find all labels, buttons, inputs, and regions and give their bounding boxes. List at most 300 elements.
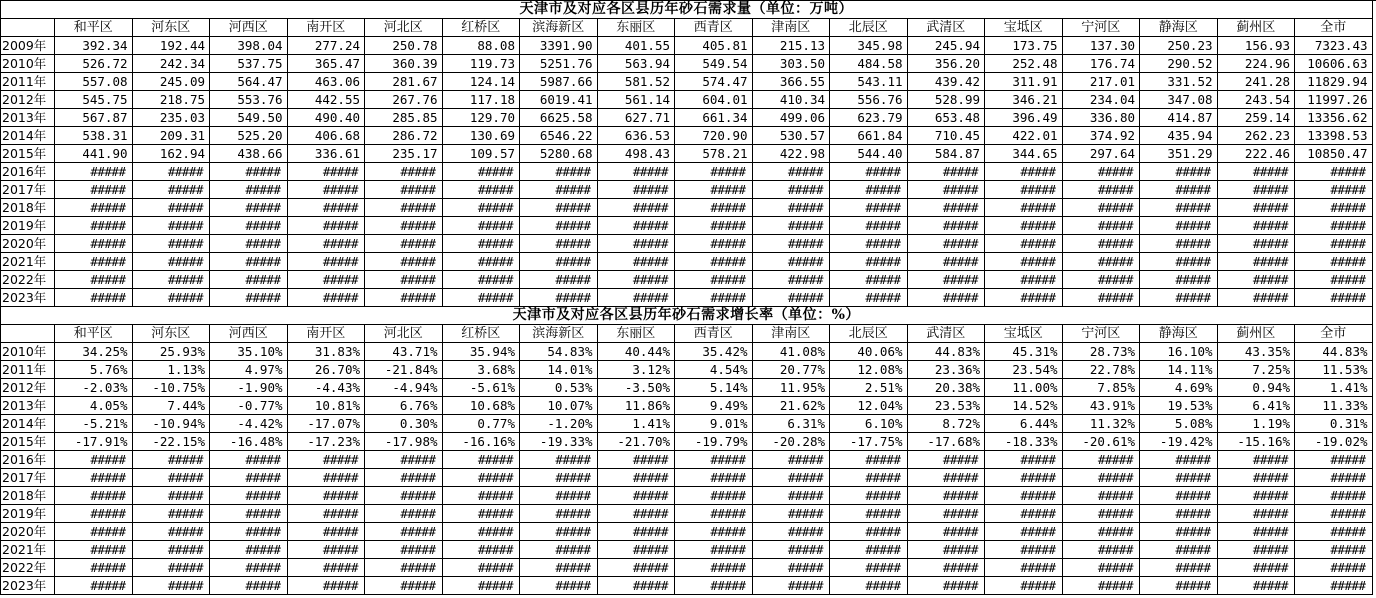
table1-data-cell[interactable]: #####: [1218, 217, 1296, 235]
table2-data-cell[interactable]: #####: [675, 541, 753, 559]
table2-data-cell[interactable]: -16.48%: [210, 433, 288, 451]
table1-data-cell[interactable]: 297.64: [1063, 145, 1141, 163]
table1-data-cell[interactable]: #####: [830, 217, 908, 235]
table1-data-cell[interactable]: 234.04: [1063, 91, 1141, 109]
table1-data-cell[interactable]: #####: [443, 163, 521, 181]
table2-data-cell[interactable]: 6.31%: [753, 415, 831, 433]
table1-row-year[interactable]: 2019年: [1, 217, 55, 235]
table1-data-cell[interactable]: 574.47: [675, 73, 753, 91]
table1-data-cell[interactable]: 557.08: [55, 73, 133, 91]
table2-data-cell[interactable]: -17.91%: [55, 433, 133, 451]
table2-row-year[interactable]: 2012年: [1, 379, 55, 397]
table1-data-cell[interactable]: #####: [1140, 217, 1218, 235]
table1-data-cell[interactable]: 119.73: [443, 55, 521, 73]
table1-data-cell[interactable]: #####: [55, 163, 133, 181]
table1-column-header[interactable]: 东丽区: [598, 19, 676, 37]
table2-data-cell[interactable]: 1.13%: [133, 361, 211, 379]
table2-data-cell[interactable]: 5.08%: [1140, 415, 1218, 433]
table2-data-cell[interactable]: #####: [365, 505, 443, 523]
table1-data-cell[interactable]: 438.66: [210, 145, 288, 163]
table2-data-cell[interactable]: #####: [1295, 505, 1373, 523]
table2-data-cell[interactable]: 4.97%: [210, 361, 288, 379]
table2-data-cell[interactable]: 45.31%: [985, 343, 1063, 361]
table1-data-cell[interactable]: 584.87: [908, 145, 986, 163]
table1-row-year[interactable]: 2009年: [1, 37, 55, 55]
table1-data-cell[interactable]: 331.52: [1140, 73, 1218, 91]
table2-data-cell[interactable]: 16.10%: [1140, 343, 1218, 361]
table2-data-cell[interactable]: #####: [753, 451, 831, 469]
table1-data-cell[interactable]: #####: [598, 199, 676, 217]
table1-data-cell[interactable]: 442.55: [288, 91, 366, 109]
table1-data-cell[interactable]: 129.70: [443, 109, 521, 127]
table1-data-cell[interactable]: #####: [1218, 235, 1296, 253]
table2-data-cell[interactable]: #####: [1218, 559, 1296, 577]
table1-data-cell[interactable]: 336.61: [288, 145, 366, 163]
table2-data-cell[interactable]: 7.25%: [1218, 361, 1296, 379]
table1-data-cell[interactable]: #####: [985, 217, 1063, 235]
table1-data-cell[interactable]: 218.75: [133, 91, 211, 109]
table2-data-cell[interactable]: #####: [520, 559, 598, 577]
table1-data-cell[interactable]: 653.48: [908, 109, 986, 127]
table1-data-cell[interactable]: #####: [443, 253, 521, 271]
table1-column-header[interactable]: 河东区: [133, 19, 211, 37]
table1-data-cell[interactable]: #####: [1063, 271, 1141, 289]
table1-data-cell[interactable]: 344.65: [985, 145, 1063, 163]
table2-data-cell[interactable]: 5.76%: [55, 361, 133, 379]
table2-data-cell[interactable]: 41.08%: [753, 343, 831, 361]
table2-data-cell[interactable]: 34.25%: [55, 343, 133, 361]
table2-data-cell[interactable]: 11.53%: [1295, 361, 1373, 379]
table2-data-cell[interactable]: #####: [1295, 523, 1373, 541]
table1-data-cell[interactable]: #####: [55, 217, 133, 235]
table2-data-cell[interactable]: -10.94%: [133, 415, 211, 433]
table2-data-cell[interactable]: #####: [908, 469, 986, 487]
table1-data-cell[interactable]: #####: [133, 235, 211, 253]
table1-data-cell[interactable]: 124.14: [443, 73, 521, 91]
table2-data-cell[interactable]: #####: [55, 469, 133, 487]
table2-data-cell[interactable]: #####: [133, 523, 211, 541]
table2-row-year[interactable]: 2010年: [1, 343, 55, 361]
table2-data-cell[interactable]: #####: [908, 523, 986, 541]
table2-data-cell[interactable]: #####: [520, 505, 598, 523]
table1-data-cell[interactable]: #####: [830, 271, 908, 289]
table2-data-cell[interactable]: #####: [1295, 577, 1373, 595]
table1-data-cell[interactable]: #####: [133, 181, 211, 199]
table1-data-cell[interactable]: #####: [1063, 163, 1141, 181]
table1-data-cell[interactable]: 398.04: [210, 37, 288, 55]
table1-column-header[interactable]: 全市: [1295, 19, 1373, 37]
table1-data-cell[interactable]: #####: [443, 199, 521, 217]
table1-data-cell[interactable]: #####: [1140, 271, 1218, 289]
table1-data-cell[interactable]: 406.68: [288, 127, 366, 145]
table2-row-year[interactable]: 2015年: [1, 433, 55, 451]
table1-data-cell[interactable]: #####: [830, 163, 908, 181]
table2-data-cell[interactable]: #####: [908, 487, 986, 505]
table2-column-header[interactable]: 南开区: [288, 325, 366, 343]
table1-data-cell[interactable]: 173.75: [985, 37, 1063, 55]
table2-data-cell[interactable]: #####: [365, 523, 443, 541]
table1-data-cell[interactable]: #####: [1295, 253, 1373, 271]
table1-data-cell[interactable]: #####: [675, 199, 753, 217]
table1-data-cell[interactable]: #####: [1218, 271, 1296, 289]
table1-data-cell[interactable]: #####: [908, 199, 986, 217]
table2-data-cell[interactable]: 14.11%: [1140, 361, 1218, 379]
table2-data-cell[interactable]: -10.75%: [133, 379, 211, 397]
table1-data-cell[interactable]: 250.78: [365, 37, 443, 55]
table1-data-cell[interactable]: #####: [365, 199, 443, 217]
table2-data-cell[interactable]: #####: [675, 505, 753, 523]
table2-data-cell[interactable]: #####: [520, 577, 598, 595]
table2-row-year[interactable]: 2019年: [1, 505, 55, 523]
table1-column-header[interactable]: 北辰区: [830, 19, 908, 37]
table2-data-cell[interactable]: #####: [210, 577, 288, 595]
table2-data-cell[interactable]: 22.78%: [1063, 361, 1141, 379]
table2-data-cell[interactable]: #####: [288, 451, 366, 469]
table2-data-cell[interactable]: #####: [1140, 523, 1218, 541]
table2-data-cell[interactable]: 2.51%: [830, 379, 908, 397]
table1-column-header[interactable]: 滨海新区: [520, 19, 598, 37]
table2-data-cell[interactable]: #####: [675, 559, 753, 577]
table1-data-cell[interactable]: 604.01: [675, 91, 753, 109]
table2-data-cell[interactable]: #####: [133, 541, 211, 559]
table2-data-cell[interactable]: 11.33%: [1295, 397, 1373, 415]
table1-data-cell[interactable]: #####: [365, 163, 443, 181]
table1-data-cell[interactable]: #####: [985, 199, 1063, 217]
table1-data-cell[interactable]: 498.43: [598, 145, 676, 163]
table1-data-cell[interactable]: 209.31: [133, 127, 211, 145]
table1-data-cell[interactable]: 10606.63: [1295, 55, 1373, 73]
table2-data-cell[interactable]: -17.98%: [365, 433, 443, 451]
table1-data-cell[interactable]: #####: [55, 253, 133, 271]
table2-data-cell[interactable]: #####: [1063, 469, 1141, 487]
table1-data-cell[interactable]: #####: [365, 235, 443, 253]
table1-column-header[interactable]: 西青区: [675, 19, 753, 37]
table1-data-cell[interactable]: 528.99: [908, 91, 986, 109]
table2-data-cell[interactable]: #####: [753, 577, 831, 595]
table2-data-cell[interactable]: #####: [675, 577, 753, 595]
table2-data-cell[interactable]: 23.54%: [985, 361, 1063, 379]
table2-column-header[interactable]: 西青区: [675, 325, 753, 343]
table1-data-cell[interactable]: #####: [908, 235, 986, 253]
table1-data-cell[interactable]: 365.47: [288, 55, 366, 73]
table1-data-cell[interactable]: #####: [1295, 271, 1373, 289]
table2-data-cell[interactable]: 6.76%: [365, 397, 443, 415]
table2-data-cell[interactable]: -18.33%: [985, 433, 1063, 451]
table2-data-cell[interactable]: #####: [830, 541, 908, 559]
table1-data-cell[interactable]: #####: [1295, 181, 1373, 199]
table1-data-cell[interactable]: 11997.26: [1295, 91, 1373, 109]
table2-data-cell[interactable]: #####: [55, 505, 133, 523]
table1-data-cell[interactable]: 556.76: [830, 91, 908, 109]
table1-data-cell[interactable]: #####: [753, 217, 831, 235]
table2-row-year[interactable]: 2022年: [1, 559, 55, 577]
table1-data-cell[interactable]: 710.45: [908, 127, 986, 145]
table2-data-cell[interactable]: 6.44%: [985, 415, 1063, 433]
table2-data-cell[interactable]: #####: [1063, 505, 1141, 523]
table1-data-cell[interactable]: #####: [598, 163, 676, 181]
table1-data-cell[interactable]: 176.74: [1063, 55, 1141, 73]
table2-data-cell[interactable]: #####: [365, 577, 443, 595]
table1-data-cell[interactable]: #####: [288, 289, 366, 307]
table1-data-cell[interactable]: 5251.76: [520, 55, 598, 73]
table2-data-cell[interactable]: #####: [443, 577, 521, 595]
table2-data-cell[interactable]: #####: [133, 577, 211, 595]
table2-data-cell[interactable]: 4.54%: [675, 361, 753, 379]
table1-data-cell[interactable]: #####: [210, 217, 288, 235]
table1-data-cell[interactable]: #####: [675, 271, 753, 289]
table1-data-cell[interactable]: #####: [288, 217, 366, 235]
table2-data-cell[interactable]: 44.83%: [908, 343, 986, 361]
table1-data-cell[interactable]: 88.08: [443, 37, 521, 55]
table2-data-cell[interactable]: 4.05%: [55, 397, 133, 415]
table2-data-cell[interactable]: 7.85%: [1063, 379, 1141, 397]
table1-column-header[interactable]: 津南区: [753, 19, 831, 37]
table1-data-cell[interactable]: 563.94: [598, 55, 676, 73]
table2-data-cell[interactable]: #####: [443, 559, 521, 577]
table1-data-cell[interactable]: #####: [1063, 253, 1141, 271]
table1-data-cell[interactable]: 215.13: [753, 37, 831, 55]
table1-data-cell[interactable]: #####: [1295, 217, 1373, 235]
table2-data-cell[interactable]: #####: [520, 451, 598, 469]
table2-data-cell[interactable]: #####: [1218, 451, 1296, 469]
table1-data-cell[interactable]: 636.53: [598, 127, 676, 145]
table1-data-cell[interactable]: #####: [210, 163, 288, 181]
table1-data-cell[interactable]: #####: [55, 271, 133, 289]
table2-data-cell[interactable]: 44.83%: [1295, 343, 1373, 361]
table1-data-cell[interactable]: 290.52: [1140, 55, 1218, 73]
table2-column-header[interactable]: 滨海新区: [520, 325, 598, 343]
table1-data-cell[interactable]: #####: [1063, 199, 1141, 217]
table1-row-year[interactable]: 2014年: [1, 127, 55, 145]
table1-data-cell[interactable]: 192.44: [133, 37, 211, 55]
table2-data-cell[interactable]: #####: [985, 541, 1063, 559]
table2-data-cell[interactable]: #####: [985, 451, 1063, 469]
table1-data-cell[interactable]: #####: [908, 289, 986, 307]
table2-data-cell[interactable]: #####: [1218, 577, 1296, 595]
table1-data-cell[interactable]: #####: [675, 289, 753, 307]
table1-data-cell[interactable]: #####: [1140, 253, 1218, 271]
table2-data-cell[interactable]: 43.91%: [1063, 397, 1141, 415]
table2-data-cell[interactable]: #####: [985, 487, 1063, 505]
table2-data-cell[interactable]: 0.31%: [1295, 415, 1373, 433]
table1-data-cell[interactable]: #####: [908, 217, 986, 235]
table2-data-cell[interactable]: #####: [675, 451, 753, 469]
table2-data-cell[interactable]: -21.70%: [598, 433, 676, 451]
table1-data-cell[interactable]: 422.98: [753, 145, 831, 163]
table2-data-cell[interactable]: #####: [520, 469, 598, 487]
table1-data-cell[interactable]: #####: [55, 289, 133, 307]
table1-data-cell[interactable]: #####: [210, 289, 288, 307]
table1-data-cell[interactable]: #####: [443, 235, 521, 253]
table2-data-cell[interactable]: 8.72%: [908, 415, 986, 433]
table2-column-header[interactable]: 和平区: [55, 325, 133, 343]
table1-data-cell[interactable]: #####: [210, 253, 288, 271]
table2-data-cell[interactable]: 26.70%: [288, 361, 366, 379]
table2-row-year[interactable]: 2013年: [1, 397, 55, 415]
table2-data-cell[interactable]: #####: [1295, 451, 1373, 469]
table1-column-header[interactable]: 红桥区: [443, 19, 521, 37]
table2-data-cell[interactable]: 0.94%: [1218, 379, 1296, 397]
table2-data-cell[interactable]: 6.10%: [830, 415, 908, 433]
table1-data-cell[interactable]: 336.80: [1063, 109, 1141, 127]
table2-column-header[interactable]: 静海区: [1140, 325, 1218, 343]
table2-data-cell[interactable]: #####: [55, 523, 133, 541]
table2-data-cell[interactable]: 12.08%: [830, 361, 908, 379]
table1-data-cell[interactable]: #####: [133, 217, 211, 235]
table1-column-header[interactable]: 河西区: [210, 19, 288, 37]
table2-data-cell[interactable]: #####: [830, 523, 908, 541]
table1-data-cell[interactable]: 581.52: [598, 73, 676, 91]
table2-data-cell[interactable]: #####: [830, 451, 908, 469]
table1-data-cell[interactable]: 490.40: [288, 109, 366, 127]
table1-data-cell[interactable]: #####: [133, 253, 211, 271]
table2-data-cell[interactable]: #####: [1218, 541, 1296, 559]
table1-row-year[interactable]: 2020年: [1, 235, 55, 253]
table2-data-cell[interactable]: #####: [1063, 451, 1141, 469]
table1-data-cell[interactable]: #####: [1218, 289, 1296, 307]
table1-data-cell[interactable]: #####: [210, 271, 288, 289]
table2-data-cell[interactable]: -20.28%: [753, 433, 831, 451]
table1-data-cell[interactable]: #####: [520, 289, 598, 307]
table1-data-cell[interactable]: #####: [985, 271, 1063, 289]
table1-data-cell[interactable]: #####: [288, 235, 366, 253]
table1-data-cell[interactable]: 549.50: [210, 109, 288, 127]
table2-data-cell[interactable]: #####: [1063, 523, 1141, 541]
table1-data-cell[interactable]: 374.92: [1063, 127, 1141, 145]
table1-data-cell[interactable]: #####: [985, 235, 1063, 253]
table1-data-cell[interactable]: 499.06: [753, 109, 831, 127]
table1-data-cell[interactable]: #####: [753, 199, 831, 217]
table2-title[interactable]: 天津市及对应各区县历年砂石需求增长率（单位：%）: [1, 307, 1373, 325]
table1-column-header[interactable]: 宁河区: [1063, 19, 1141, 37]
table1-data-cell[interactable]: 117.18: [443, 91, 521, 109]
table2-data-cell[interactable]: #####: [985, 577, 1063, 595]
table2-data-cell[interactable]: #####: [598, 505, 676, 523]
table2-data-cell[interactable]: -17.07%: [288, 415, 366, 433]
table1-data-cell[interactable]: 435.94: [1140, 127, 1218, 145]
table1-column-header[interactable]: 和平区: [55, 19, 133, 37]
table1-data-cell[interactable]: #####: [675, 253, 753, 271]
table1-data-cell[interactable]: #####: [133, 199, 211, 217]
table1-column-header[interactable]: 静海区: [1140, 19, 1218, 37]
table2-data-cell[interactable]: #####: [288, 541, 366, 559]
table2-data-cell[interactable]: -21.84%: [365, 361, 443, 379]
table1-data-cell[interactable]: 109.57: [443, 145, 521, 163]
table2-data-cell[interactable]: -17.23%: [288, 433, 366, 451]
table2-data-cell[interactable]: #####: [133, 505, 211, 523]
table2-data-cell[interactable]: 23.36%: [908, 361, 986, 379]
table2-data-cell[interactable]: #####: [598, 559, 676, 577]
table1-data-cell[interactable]: #####: [675, 235, 753, 253]
table2-data-cell[interactable]: #####: [210, 451, 288, 469]
table2-data-cell[interactable]: 14.01%: [520, 361, 598, 379]
table2-data-cell[interactable]: 11.86%: [598, 397, 676, 415]
table1-data-cell[interactable]: #####: [520, 163, 598, 181]
table2-data-cell[interactable]: #####: [908, 451, 986, 469]
table1-data-cell[interactable]: #####: [598, 235, 676, 253]
table1-data-cell[interactable]: #####: [985, 253, 1063, 271]
table2-data-cell[interactable]: 3.68%: [443, 361, 521, 379]
table2-data-cell[interactable]: 10.81%: [288, 397, 366, 415]
table2-data-cell[interactable]: #####: [908, 505, 986, 523]
table2-column-header[interactable]: 河东区: [133, 325, 211, 343]
table2-data-cell[interactable]: #####: [1140, 577, 1218, 595]
table2-data-cell[interactable]: #####: [830, 487, 908, 505]
table2-data-cell[interactable]: #####: [598, 487, 676, 505]
table2-data-cell[interactable]: #####: [288, 505, 366, 523]
table1-data-cell[interactable]: #####: [288, 181, 366, 199]
table1-data-cell[interactable]: 578.21: [675, 145, 753, 163]
table2-data-cell[interactable]: #####: [443, 505, 521, 523]
table2-data-cell[interactable]: 23.53%: [908, 397, 986, 415]
table1-data-cell[interactable]: 130.69: [443, 127, 521, 145]
table2-column-header[interactable]: 东丽区: [598, 325, 676, 343]
table1-row-year[interactable]: 2018年: [1, 199, 55, 217]
table1-data-cell[interactable]: #####: [908, 271, 986, 289]
table1-data-cell[interactable]: 564.47: [210, 73, 288, 91]
table2-data-cell[interactable]: #####: [55, 541, 133, 559]
table1-data-cell[interactable]: 530.57: [753, 127, 831, 145]
table2-data-cell[interactable]: #####: [55, 451, 133, 469]
table1-row-year[interactable]: 2013年: [1, 109, 55, 127]
table2-data-cell[interactable]: #####: [133, 451, 211, 469]
table1-column-header[interactable]: 蓟州区: [1218, 19, 1296, 37]
table2-data-cell[interactable]: 10.68%: [443, 397, 521, 415]
table2-data-cell[interactable]: 21.62%: [753, 397, 831, 415]
table2-data-cell[interactable]: #####: [210, 541, 288, 559]
table1-column-header[interactable]: 宝坻区: [985, 19, 1063, 37]
table1-data-cell[interactable]: 360.39: [365, 55, 443, 73]
table1-column-header[interactable]: 河北区: [365, 19, 443, 37]
table1-row-year[interactable]: 2016年: [1, 163, 55, 181]
table2-data-cell[interactable]: 20.77%: [753, 361, 831, 379]
table2-data-cell[interactable]: #####: [1140, 469, 1218, 487]
table2-data-cell[interactable]: #####: [598, 541, 676, 559]
table2-data-cell[interactable]: 7.44%: [133, 397, 211, 415]
table2-data-cell[interactable]: #####: [210, 523, 288, 541]
table2-data-cell[interactable]: -22.15%: [133, 433, 211, 451]
table2-data-cell[interactable]: #####: [753, 487, 831, 505]
table1-data-cell[interactable]: 5987.66: [520, 73, 598, 91]
table2-data-cell[interactable]: #####: [985, 505, 1063, 523]
table1-data-cell[interactable]: 351.29: [1140, 145, 1218, 163]
table1-data-cell[interactable]: 6546.22: [520, 127, 598, 145]
table2-data-cell[interactable]: #####: [830, 559, 908, 577]
table1-data-cell[interactable]: #####: [520, 199, 598, 217]
table1-data-cell[interactable]: 345.98: [830, 37, 908, 55]
table2-data-cell[interactable]: 40.06%: [830, 343, 908, 361]
table1-data-cell[interactable]: 13356.62: [1295, 109, 1373, 127]
table1-data-cell[interactable]: 303.50: [753, 55, 831, 73]
table1-row-year[interactable]: 2012年: [1, 91, 55, 109]
table1-data-cell[interactable]: #####: [1140, 199, 1218, 217]
table2-data-cell[interactable]: -15.16%: [1218, 433, 1296, 451]
table1-data-cell[interactable]: #####: [753, 235, 831, 253]
table1-data-cell[interactable]: 623.79: [830, 109, 908, 127]
table2-data-cell[interactable]: #####: [1063, 541, 1141, 559]
table2-data-cell[interactable]: #####: [1063, 487, 1141, 505]
table2-data-cell[interactable]: #####: [753, 469, 831, 487]
table2-data-cell[interactable]: 28.73%: [1063, 343, 1141, 361]
table1-data-cell[interactable]: 252.48: [985, 55, 1063, 73]
table1-data-cell[interactable]: #####: [753, 271, 831, 289]
table2-data-cell[interactable]: #####: [1295, 487, 1373, 505]
table2-data-cell[interactable]: 10.07%: [520, 397, 598, 415]
table2-data-cell[interactable]: #####: [365, 559, 443, 577]
table1-data-cell[interactable]: 392.34: [55, 37, 133, 55]
table2-data-cell[interactable]: #####: [288, 577, 366, 595]
table1-data-cell[interactable]: #####: [753, 181, 831, 199]
